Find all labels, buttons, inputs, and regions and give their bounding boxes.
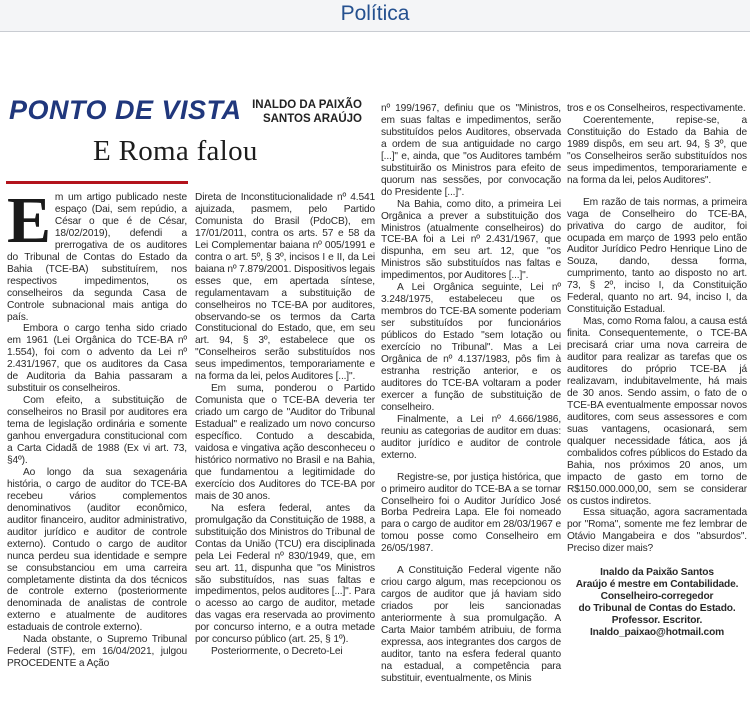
- author-byline: [232, 98, 362, 126]
- article-headline: E Roma falou: [93, 135, 258, 167]
- article-paragraph: Em razão de tais normas, a primeira vaga de Conselheiro do TCE-BA, privativa do cargo de auditor, foi ocupada em março de 1993 pelo então Auditor Jurídico Pedro Henrique Lino de Souza, dando, dessa forma, cumprimento, tanto ao disposto no art. 73, § 2º, inciso I, da Constituição Federal, quanto no art. 94, inciso I, da Constituição Estadual.: [567, 196, 747, 316]
- article-column-2: [195, 192, 375, 658]
- article-paragraph: Na Bahia, como dito, a primeira Lei Orgânica a prever a substituição dos Ministros (atualmente conselheiros) do TCE-BA foi a Lei nº 2.431/1967, que dispunha, em seu art. 12, que "os Ministros são substituídos nas faltas e impedimentos, por Auditores [...]".: [381, 198, 561, 282]
- article-paragraph: Posteriormente, o Decreto-Lei: [211, 646, 343, 658]
- article-paragraph: Embora o cargo tenha sido criado em 1961 (Lei Orgânica do TCE-BA nº 1.554), foi com o advento da Lei nº 2.431/1967, que os auditores da Casa de Auditoria da Bahia passaram a substituir os conselheiros.: [7, 323, 187, 395]
- article-paragraph-continued: Direta de Inconstitucionalidade nº 4.541 ajuizada, pasmem, pelo Partido Comunista do Brasil (PdoCB), em 17/01/2011, contra os arts. 57 e 58 da Lei Complementar baiana nº 005/1991 e contra o art. 5º, § 3º, incisos I e II, da Lei baiana nº 7.879/2001. Dispositivos legais esses que, em apertada síntese, regulamentavam a substituição de conselheiros no TCE-BA por auditores, observando-se os termos da Carta Constitucional do Estado, que, em seu art. 94, § 3º, estabelece que os "Conselheiros serão substituídos nos seus impedimentos, temporariamente e na forma da lei, pelos Auditores [...]".: [195, 192, 375, 383]
- section-label: Política: [340, 2, 410, 25]
- article-paragraph: Coerentemente, repise-se, a Constituição do Estado da Bahia de 1989 dispôs, em seu art. 94, § 3º, que "os Conselheiros serão substituídos nos seus impedimentos, temporariamente e na forma da lei, pelos Auditores".: [567, 114, 747, 186]
- article-paragraph: Ao longo da sua sexagenária história, o cargo de auditor do TCE-BA recebeu vários complementos denominativos (auditor econômico, auditor financeiro, auditor administrativo, auditor jurídico e auditor de controle externo). Contudo o cargo de auditor nunca perdeu sua identidade e sempre se consubstanciou em uma carreira completamente distinta da dos técnicos de controle externo (posteriormente denominada de analistas de controle externo e atualmente de auditores estaduais de controle externo).: [7, 466, 187, 634]
- author-bio-line3: do Tribunal de Contas do Estado. Professor. Escritor.: [578, 603, 736, 627]
- article-paragraph: A Constituição Federal vigente não criou cargo algum, mas recepcionou os cargos de auditor que já haviam sido criados por leis sancionadas anteriormente à sua promulgação. A Carta Maior também atribuiu, de forma expressa, aos integrantes dos cargos de auditor, tanto na esfera federal quanto na estadual, a competência para substituir, eventualmente, os Minis: [381, 565, 561, 684]
- article-paragraph: Mas, como Roma falou, a causa está finita. Consequentemente, o TCE-BA precisará criar uma nova carreira de auditor para realizar as tarefas que os auditores do próprio TCE-BA já realizavam, indubitavelmente, há mais de 30 anos. Sendo assim, o fato de o TCE-BA eventualmente empossar novos auditores, com seus assessores e com suas vantagens, ocasionará, sem qualquer necessidade fática, aos já combalidos cofres públicos do Estado da Bahia, nos próximos 20 anos, um impacto de gasto em torno de R$150.000.000,00, sem se considerar os custos indiretos.: [567, 316, 747, 507]
- column-title: PONTO DE VISTA: [9, 95, 242, 125]
- article-paragraph: Nada obstante, o Supremo Tribunal Federal (STF), em 16/04/2021, julgou PROCEDENTE a Ação: [7, 634, 187, 670]
- article-paragraph: Em suma, ponderou o Partido Comunista que o TCE-BA deveria ter criado um cargo de "Auditor do Tribunal Estadual" e realizado um novo concurso específico. Contudo a descabida, vaidosa e vingativa ação desconheceu o histórico normativo no Brasil e na Bahia, que fundamentou a legitimidade do exercício dos Auditores do TCE-BA por mais de 30 anos.: [195, 383, 375, 502]
- drop-cap: E: [7, 184, 51, 257]
- article-column-3: [381, 103, 561, 685]
- article-paragraph-continued: tros e os Conselheiros, respectivamente.: [567, 103, 746, 114]
- article-column-4: [567, 103, 747, 639]
- article-paragraph: Registre-se, por justiça histórica, que o primeiro auditor do TCE-BA a se tornar Conselheiro foi o Auditor Jurídico José Borba Pedreira Lapa. Ele foi nomeado para o cargo de auditor em 28/03/1967 e tomou posse como Conselheiro em 26/05/1987.: [381, 471, 561, 555]
- author-email: Inaldo_paixao@hotmail.com: [589, 627, 725, 639]
- article-paragraph: Em um artigo publicado neste espaço (Dai, sem repúdio, a César o que é de César, 18/02/2019), defendi a prerrogativa de os auditores do Tribunal de Contas do Estado da Bahia (TCE-BA) substituírem, nos respectivos impedimentos, os conselheiros da segunda Casa de Controle subnacional mais antiga do país.: [7, 184, 187, 323]
- section-header: [0, 0, 750, 32]
- article-paragraph: A Lei Orgânica seguinte, Lei nº 3.248/1975, estabeleceu que os membros do TCE-BA somente poderiam ser substituídos por funcionários públicos do Estado "sem lotação ou exercício no Tribunal". Mas a Lei Orgânica de nº 4.137/1983, pôs fim à estranha restrição anterior, e os auditores do TCE-BA voltaram a poder exercer a função de substituição de conselheiro.: [381, 282, 561, 413]
- article-paragraph: Na esfera federal, antes da promulgação da Constituição de 1988, a substituição dos Ministros do Tribunal de Contas da União (TCU) era disciplinada pela Lei Federal nº 830/1949, que, em seu art. 11, dispunha que "os Ministros são substituídos, nas suas faltas e impedimentos, pelos auditores [...]". Para o acesso ao cargo de auditor, metade das vagas era reservada ao provimento por concurso interno, e a outra metade por concurso público (art. 25, § 1º).: [195, 502, 375, 646]
- article-paragraph: Com efeito, a substituição de conselheiros no Brasil por auditores era tema de legislação ordinária e somente ganhou envergadura constitucional com a Carta Cidadã de 1988 (Ex vi art. 73, §4º).: [7, 395, 187, 466]
- author-bio-line2: Araújo é mestre em Contabilidade. Conselheiro-corregedor: [575, 579, 739, 603]
- article-paragraph-continued: nº 199/1967, definiu que os "Ministros, em suas faltas e impedimentos, serão substituídos pelos Auditores, observada a ordem de sua antiguidade no cargo [...]" e, ainda, que "os Auditores também substituirão os Ministros para efeito de quorum nas sessões, por convocação do Presidente [...]".: [381, 103, 561, 198]
- author-name-line1: INALDO DA PAIXÃO: [252, 99, 362, 111]
- article-paragraph: Finalmente, a Lei nº 4.666/1986, reuniu as categorias de auditor em duas: auditor jurídico e auditor de controle externo.: [381, 413, 561, 461]
- article-column-1: [7, 184, 187, 670]
- author-name-line2: SANTOS ARAÚJO: [262, 113, 362, 125]
- author-bio: [567, 567, 747, 639]
- article-paragraph: Essa situação, agora sacramentada por "Roma", somente me fez lembrar de Otávio Mangabeira e dos "absurdos". Preciso dizer mais?: [567, 507, 747, 555]
- author-bio-line1: Inaldo da Paixão Santos: [600, 567, 714, 579]
